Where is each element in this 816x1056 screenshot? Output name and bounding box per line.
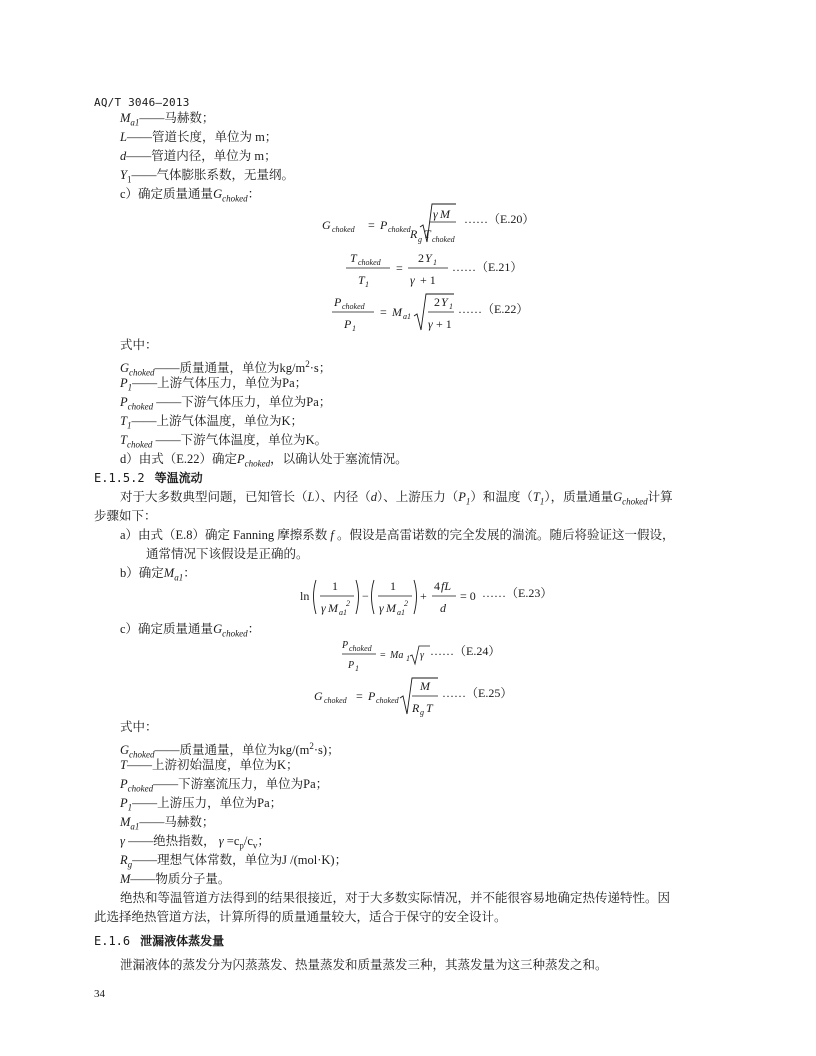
- eq-number-e24: ……（E.24）: [430, 644, 501, 658]
- svg-text:M: M: [392, 305, 402, 319]
- svg-text:M: M: [420, 679, 430, 693]
- equation-e21: [344, 248, 464, 288]
- svg-text:+: +: [420, 589, 427, 603]
- svg-text:choked: choked: [324, 696, 347, 705]
- svg-text:M: M: [386, 601, 396, 615]
- svg-text:= 0: = 0: [460, 589, 476, 603]
- svg-text:γ: γ: [410, 273, 415, 287]
- step-a: a）由式（E.8）确定 Fanning 摩擦系数 f 。假设是高雷诺数的完全发展的湍流。随后将验证这一假设，: [120, 528, 675, 542]
- svg-text:4: 4: [434, 579, 440, 593]
- svg-text:choked: choked: [349, 644, 372, 653]
- svg-text:M: M: [440, 207, 450, 221]
- def-gchoked-2: $G_{choked}——$质量通量，单位为$kg/(m^2\cdot s)$；: [120, 741, 340, 760]
- svg-text:=: =: [396, 261, 403, 275]
- def-diameter: d——管道内径，单位为 m；: [120, 149, 277, 163]
- svg-text:Y: Y: [441, 295, 448, 309]
- where-label: 式中：: [120, 338, 158, 352]
- svg-text:a1: a1: [339, 608, 347, 617]
- svg-text:Ma: Ma: [390, 650, 404, 661]
- conclusion-line2: 此选择绝热管道方法，计算所得的质量通量较大，适合于保守的安全设计。: [94, 910, 507, 924]
- svg-text:+ 1: + 1: [436, 317, 452, 331]
- def-pchoked-2: $P_{choked}——$下游塞流压力，单位为Pa；: [120, 777, 329, 794]
- svg-text:T: T: [358, 273, 365, 287]
- def-expansion: $Y_1——$气体膨胀系数，无量纲。: [120, 168, 294, 185]
- evaporation-paragraph: 泄漏液体的蒸发分为闪蒸蒸发、热量蒸发和质量蒸发三种，其蒸发量为这三种蒸发之和。: [120, 958, 608, 972]
- def-pchoked: $P_{choked}$ ——下游气体压力，单位为Pa；: [120, 395, 332, 412]
- equation-e23: [300, 574, 490, 620]
- where-label-2: 式中：: [120, 720, 158, 734]
- svg-text:γ: γ: [428, 317, 433, 331]
- def-p1-2: $P_1——$上游压力，单位为Pa；: [120, 796, 283, 813]
- svg-text:=: =: [380, 650, 386, 661]
- svg-text:γ: γ: [433, 207, 438, 221]
- step-c-determine-flux: c）确定质量通量$G_{choked}$：: [120, 187, 261, 204]
- svg-text:fL: fL: [441, 579, 452, 593]
- svg-text:−: −: [362, 589, 369, 603]
- equation-e24: [340, 634, 440, 676]
- def-mach-2: $M_{a1}——$马赫数；: [120, 815, 215, 832]
- svg-text:γ: γ: [321, 601, 326, 615]
- svg-text:1: 1: [352, 324, 356, 333]
- svg-text:T: T: [426, 701, 433, 715]
- def-gamma: γ ——绝热指数， $\gamma =c_p/c_v$；: [120, 834, 270, 851]
- eq-number-e25: ……（E.25）: [442, 686, 513, 700]
- section-heading-e16: E.1.6 泄漏液体蒸发量: [94, 934, 225, 948]
- svg-text:2: 2: [346, 599, 350, 608]
- svg-text:G: G: [322, 218, 331, 232]
- svg-text:1: 1: [332, 579, 338, 593]
- svg-text:R: R: [410, 227, 418, 241]
- svg-text:1: 1: [449, 302, 453, 311]
- def-molar-mass: M——物质分子量。: [120, 872, 231, 886]
- svg-text:choked: choked: [332, 225, 355, 234]
- section-heading-e152: E.1.5.2 等温流动: [94, 471, 203, 485]
- def-gchoked: $G_{choked}——$质量通量，单位为$kg/m^2\cdot s$；: [120, 359, 332, 378]
- svg-text:choked: choked: [342, 302, 365, 311]
- def-t: T——上游初始温度，单位为K；: [120, 758, 299, 772]
- step-a-line2: 通常情况下该假设是正确的。: [146, 547, 309, 561]
- svg-text:P: P: [334, 295, 342, 309]
- svg-text:P: P: [368, 689, 376, 703]
- svg-text:M: M: [328, 601, 338, 615]
- svg-text:=: =: [368, 218, 375, 232]
- svg-text:g: g: [420, 708, 424, 717]
- svg-text:P: P: [342, 640, 349, 651]
- svg-text:1: 1: [355, 664, 359, 673]
- svg-text:g: g: [418, 235, 422, 244]
- svg-text:d: d: [440, 601, 446, 615]
- def-length: L——管道长度，单位为 m；: [120, 130, 278, 144]
- step-b: b）确定$M_{a1}$：: [120, 566, 196, 583]
- svg-text:=: =: [380, 305, 387, 319]
- intro-isothermal-line2: 步骤如下：: [94, 509, 157, 523]
- svg-text:γ: γ: [379, 601, 384, 615]
- svg-text:choked: choked: [358, 258, 381, 267]
- page-number: 34: [94, 988, 105, 1000]
- svg-text:choked: choked: [432, 235, 455, 244]
- def-mach: $M_{a1}——$马赫数；: [120, 111, 215, 128]
- svg-text:+ 1: + 1: [420, 273, 436, 287]
- eq-number-e21: ……（E.21）: [452, 260, 523, 274]
- document-header: AQ/T 3046—2013: [94, 96, 190, 109]
- svg-text:G: G: [314, 689, 323, 703]
- svg-text:=: =: [356, 689, 363, 703]
- def-t1: $T_1——$上游气体温度，单位为K；: [120, 414, 303, 431]
- conclusion-line1: 绝热和等温管道方法得到的结果很接近，对于大多数实际情况，并不能很容易地确定热传递特性。因: [120, 891, 671, 905]
- svg-text:T: T: [424, 227, 431, 241]
- svg-text:T: T: [350, 251, 357, 265]
- eq-number-e23: ……（E.23）: [482, 586, 553, 600]
- svg-text:1: 1: [365, 280, 369, 288]
- svg-text:a1: a1: [397, 608, 405, 617]
- svg-text:P: P: [344, 317, 352, 331]
- svg-text:P: P: [348, 660, 355, 671]
- svg-text:R: R: [412, 701, 420, 715]
- def-p1: $P_1——$上游气体压力，单位为Pa；: [120, 376, 308, 393]
- svg-text:choked: choked: [388, 225, 411, 234]
- svg-text:2: 2: [418, 251, 424, 265]
- step-d: d）由式（E.22）确定$P_{choked}$，以确认处于塞流情况。: [120, 452, 408, 469]
- eq-number-e22: ……（E.22）: [458, 302, 529, 316]
- intro-isothermal: 对于大多数典型问题，已知管长（L）、内径（d）、上游压力$(P_1)$和温度$(T_1)$，质量通量$G_{choked}$计算: [120, 490, 673, 507]
- svg-text:Y: Y: [425, 251, 432, 265]
- def-rg: $R_g——$理想气体常数，单位为J /(mol·K)；: [120, 853, 348, 870]
- svg-text:γ: γ: [420, 650, 424, 661]
- svg-text:1: 1: [433, 258, 437, 267]
- svg-text:choked: choked: [376, 696, 399, 705]
- svg-text:P: P: [380, 218, 388, 232]
- eq-number-e20: ……（E.20）: [464, 212, 535, 226]
- svg-text:1: 1: [406, 654, 410, 663]
- def-tchoked: $T_{choked}$ ——下游气体温度，单位为K。: [120, 433, 328, 450]
- svg-text:ln: ln: [300, 589, 310, 603]
- svg-text:a1: a1: [403, 312, 411, 321]
- svg-text:2: 2: [434, 295, 440, 309]
- svg-text:2: 2: [404, 599, 408, 608]
- step-c-isothermal: c）确定质量通量$G_{choked}$：: [120, 622, 261, 639]
- svg-text:1: 1: [390, 579, 396, 593]
